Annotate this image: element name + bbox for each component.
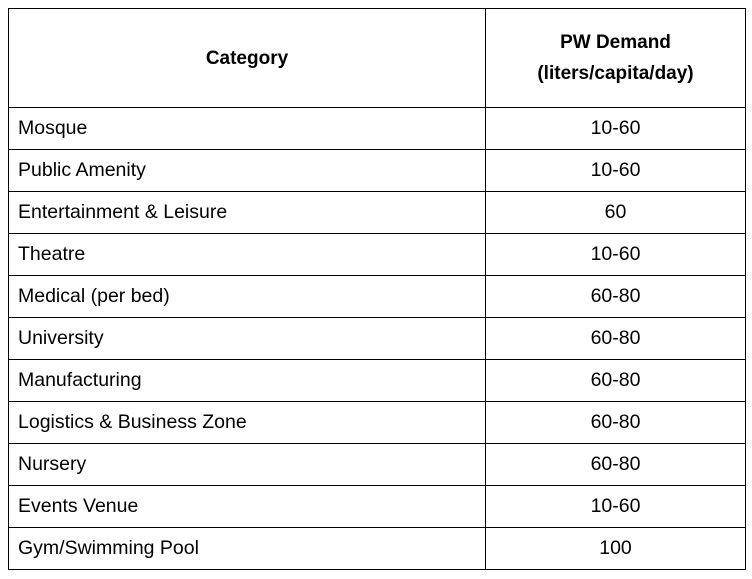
table-row — [9, 318, 746, 360]
demand-cell: 60-80 — [486, 402, 746, 444]
category-cell: Entertainment & Leisure — [9, 192, 486, 234]
header-pw-demand — [486, 9, 746, 108]
demand-cell: 10-60 — [486, 150, 746, 192]
table-row — [9, 234, 746, 276]
table-row — [9, 192, 746, 234]
table-row — [9, 108, 746, 150]
category-cell: Public Amenity — [9, 150, 486, 192]
demand-cell: 10-60 — [486, 108, 746, 150]
demand-cell: 60-80 — [486, 360, 746, 402]
demand-cell: 60 — [486, 192, 746, 234]
table-row — [9, 528, 746, 570]
category-cell: Theatre — [9, 234, 486, 276]
category-cell: University — [9, 318, 486, 360]
category-cell: Logistics & Business Zone — [9, 402, 486, 444]
category-cell: Medical (per bed) — [9, 276, 486, 318]
demand-cell: 60-80 — [486, 276, 746, 318]
table-row — [9, 486, 746, 528]
demand-cell: 100 — [486, 528, 746, 570]
category-cell: Manufacturing — [9, 360, 486, 402]
category-cell: Mosque — [9, 108, 486, 150]
table-row — [9, 360, 746, 402]
demand-cell: 60-80 — [486, 318, 746, 360]
table-row — [9, 444, 746, 486]
category-cell: Nursery — [9, 444, 486, 486]
demand-cell: 60-80 — [486, 444, 746, 486]
header-pw-demand-unit: (liters/capita/day) — [537, 63, 694, 84]
category-cell: Events Venue — [9, 486, 486, 528]
table-header-row — [9, 9, 746, 108]
demand-cell: 10-60 — [486, 486, 746, 528]
demand-cell: 10-60 — [486, 234, 746, 276]
table-row — [9, 276, 746, 318]
table-row — [9, 150, 746, 192]
table-row — [9, 402, 746, 444]
pw-demand-table — [8, 8, 746, 570]
header-pw-demand-title: PW Demand — [560, 32, 671, 53]
demand-table-container — [8, 8, 745, 570]
header-category: Category — [9, 9, 486, 108]
category-cell: Gym/Swimming Pool — [9, 528, 486, 570]
